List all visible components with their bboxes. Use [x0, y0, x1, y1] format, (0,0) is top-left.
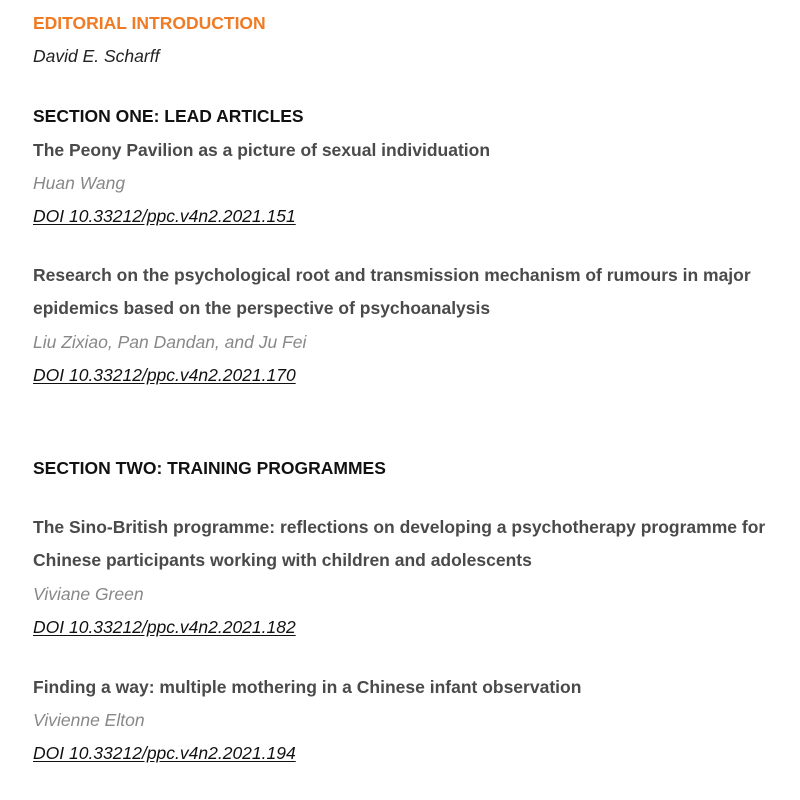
- article-title-line-1: The Sino-British programme: reflections on developing a psychotherapy programme for: [33, 517, 766, 537]
- editorial-author: David E. Scharff: [33, 46, 160, 66]
- article-doi-link[interactable]: DOI 10.33212/ppc.v4n2.2021.151: [33, 206, 296, 226]
- article-title-line-1: Research on the psychological root and transmission mechanism of rumours in major: [33, 265, 751, 285]
- article-authors: Huan Wang: [33, 173, 126, 193]
- section-two-heading: SECTION TWO: TRAINING PROGRAMMES: [33, 458, 386, 478]
- article-title-line-2: Chinese participants working with children and adolescents: [33, 550, 532, 570]
- article-title: The Peony Pavilion as a picture of sexual individuation: [33, 140, 491, 160]
- editorial-heading: EDITORIAL INTRODUCTION: [33, 13, 266, 33]
- article-authors: Liu Zixiao, Pan Dandan, and Ju Fei: [33, 332, 307, 352]
- article-title: Finding a way: multiple mothering in a Chinese infant observation: [33, 677, 582, 697]
- article-authors: Viviane Green: [33, 584, 144, 604]
- article-doi-link[interactable]: DOI 10.33212/ppc.v4n2.2021.170: [33, 365, 296, 385]
- article-doi-link[interactable]: DOI 10.33212/ppc.v4n2.2021.182: [33, 617, 296, 637]
- article-doi-link[interactable]: DOI 10.33212/ppc.v4n2.2021.194: [33, 743, 296, 763]
- section-one-heading: SECTION ONE: LEAD ARTICLES: [33, 106, 304, 126]
- article-title-line-2: epidemics based on the perspective of psychoanalysis: [33, 298, 491, 318]
- article-authors: Vivienne Elton: [33, 710, 145, 730]
